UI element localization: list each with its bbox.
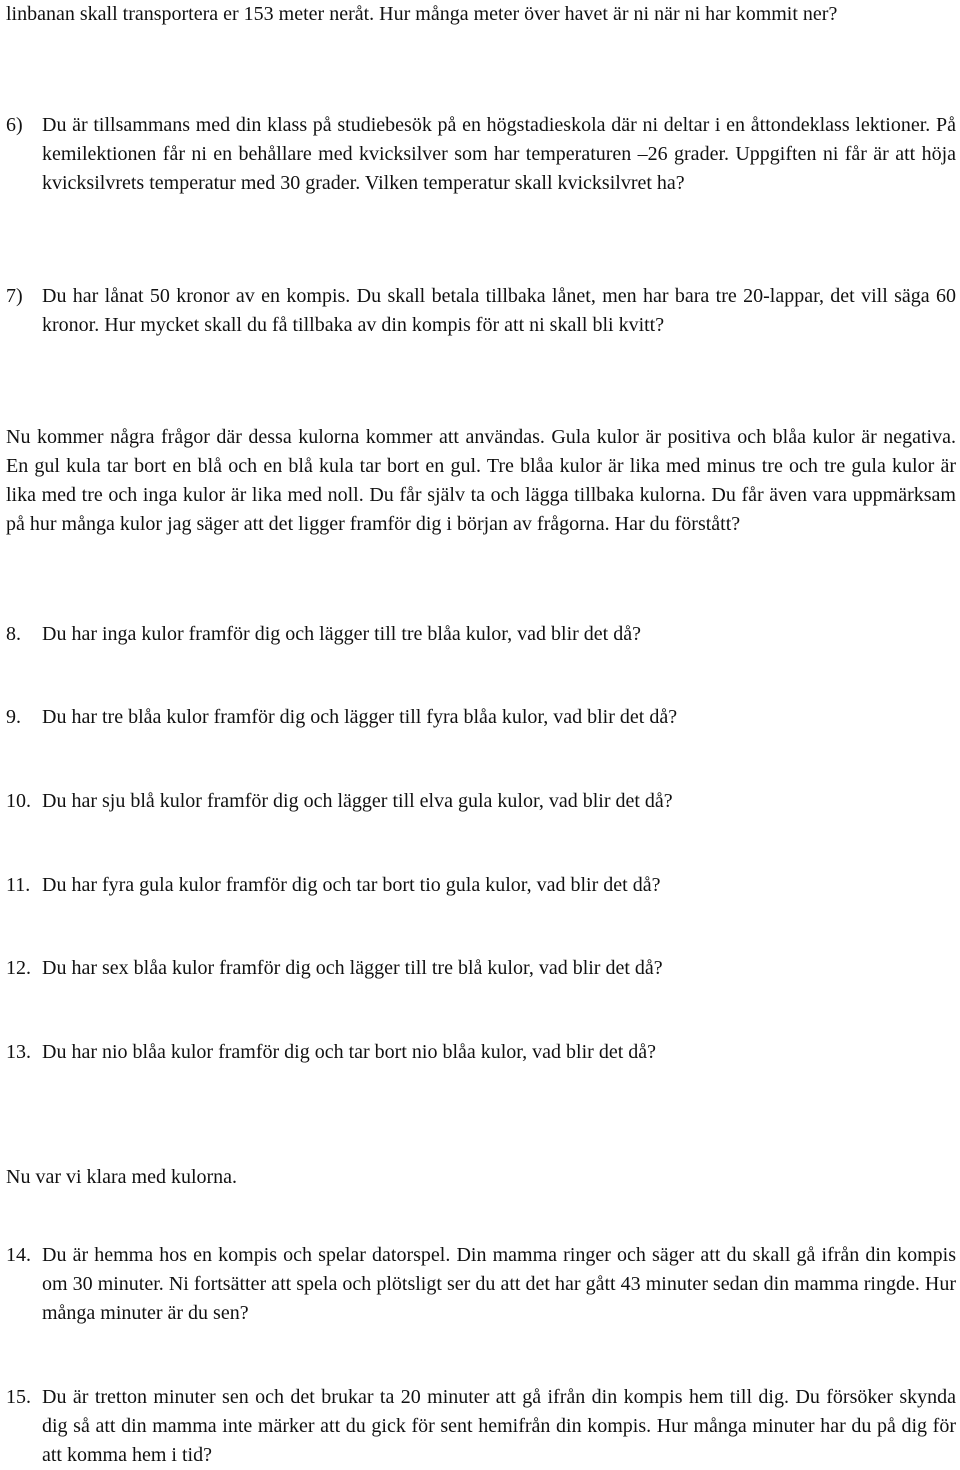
- question-13: [6, 1038, 956, 1067]
- marbles-done: Nu var vi klara med kulorna.: [6, 1166, 238, 1188]
- question-12: [6, 954, 956, 983]
- question-number: 6): [6, 114, 23, 136]
- question-text: Du har sju blå kulor framför dig och lägger till elva gula kulor, vad blir det då?: [42, 790, 673, 812]
- question-text: Du har nio blåa kulor framför dig och tar bort nio blåa kulor, vad blir det då?: [42, 1041, 657, 1063]
- question-11: [6, 871, 956, 900]
- intro-fragment: linbanan skall transportera er 153 meter neråt. Hur många meter över havet är ni när ni har kommit ner?: [6, 3, 838, 25]
- question-text: Du är tretton minuter sen och det brukar ta 20 minuter att gå ifrån din kompis hem till dig. Du försöker skynda dig så att din mamma inte märker att du gick för sent hemifrån din kompis. Hur många minuter har du på dig för att komma hem i tid?: [42, 1386, 956, 1466]
- question-10: [6, 787, 956, 816]
- question-6: [6, 111, 956, 198]
- question-9: [6, 703, 956, 732]
- question-number: 14.: [6, 1244, 31, 1266]
- question-text: Du har inga kulor framför dig och lägger till tre blåa kulor, vad blir det då?: [42, 623, 641, 645]
- question-text: Du har tre blåa kulor framför dig och lägger till fyra blåa kulor, vad blir det då?: [42, 706, 678, 728]
- question-15: [6, 1383, 956, 1470]
- question-14: [6, 1241, 956, 1328]
- question-number: 13.: [6, 1041, 31, 1063]
- question-text: Du är tillsammans med din klass på studiebesök på en högstadieskola där ni deltar i en åttondeklass lektioner. På kemilektionen får ni en behållare med kvicksilver som har temperaturen –26 grader. Uppgiften ni får är att höja kvicksilvrets temperatur med 30 grader. Vilken temperatur skall kvicksilvret ha?: [42, 114, 956, 194]
- question-number: 9.: [6, 706, 21, 728]
- question-number: 10.: [6, 790, 31, 812]
- question-number: 8.: [6, 623, 21, 645]
- question-text: Du har fyra gula kulor framför dig och tar bort tio gula kulor, vad blir det då?: [42, 874, 661, 896]
- question-text: Du har sex blåa kulor framför dig och lägger till tre blå kulor, vad blir det då?: [42, 957, 663, 979]
- question-number: 7): [6, 285, 23, 307]
- question-8: [6, 620, 956, 649]
- question-text: Du har lånat 50 kronor av en kompis. Du skall betala tillbaka lånet, men har bara tre 20-lappar, det vill säga 60 kronor. Hur mycket skall du få tillbaka av din kompis för att ni skall bli kvitt?: [42, 285, 956, 336]
- question-number: 12.: [6, 957, 31, 979]
- question-7: [6, 282, 956, 340]
- marbles-intro: Nu kommer några frågor där dessa kulorna kommer att användas. Gula kulor är positiva och blåa kulor är negativa. En gul kula tar bort en blå och en blå kula tar bort en gul. Tre blåa kulor är lika med minus tre och tre gula kulor är lika med tre och inga kulor är lika med noll. Du får själv ta och lägga tillbaka kulorna. Du får även vara uppmärksam på hur många kulor jag säger att det ligger framför dig i början av frågorna. Har du förstått?: [6, 426, 956, 535]
- question-number: 11.: [6, 874, 31, 896]
- question-number: 15.: [6, 1386, 31, 1408]
- question-text: Du är hemma hos en kompis och spelar datorspel. Din mamma ringer och säger att du skall gå ifrån din kompis om 30 minuter. Ni fortsätter att spela och plötsligt ser du att det har gått 43 minuter sedan din mamma ringde. Hur många minuter är du sen?: [42, 1244, 956, 1324]
